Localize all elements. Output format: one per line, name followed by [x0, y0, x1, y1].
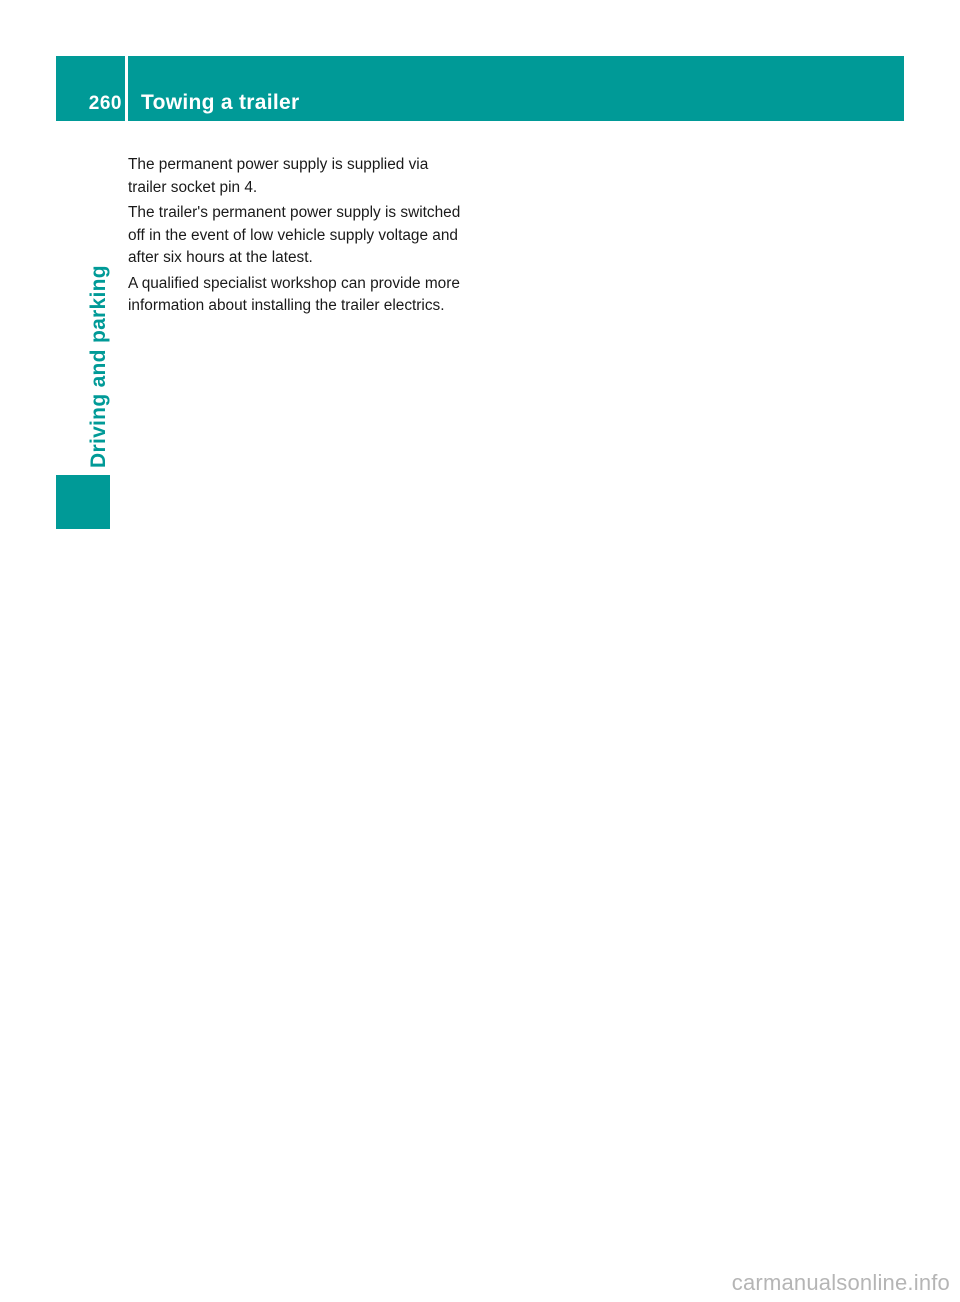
section-title: Towing a trailer — [141, 91, 300, 114]
chapter-side-label: Driving and parking — [87, 265, 110, 468]
paragraph: The permanent power supply is supplied via trailer socket pin 4. — [128, 156, 429, 196]
chapter-tab-marker — [56, 475, 110, 529]
page-number: 260 — [88, 93, 122, 114]
paragraph: A qualified specialist workshop can provide more information about installing the trailer electrics. — [128, 274, 460, 314]
watermark: carmanualsonline.info — [731, 1270, 950, 1295]
paragraph: The trailer's permanent power supply is switched off in the event of low vehicle supply voltage and after six hours at the latest. — [128, 204, 461, 266]
body-text — [128, 154, 462, 321]
header-divider — [125, 56, 128, 121]
